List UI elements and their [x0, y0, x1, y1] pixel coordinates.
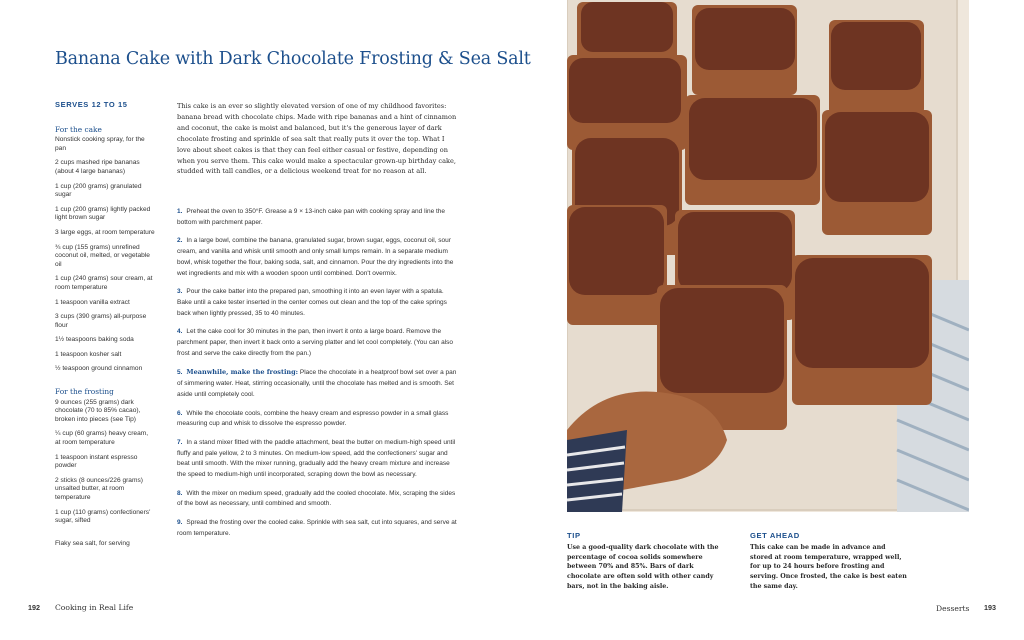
- get-ahead-box: [750, 531, 910, 592]
- recipe-title: Banana Cake with Dark Chocolate Frosting & Sea Salt: [55, 49, 531, 69]
- ingredient-item: ¼ cup (60 grams) heavy cream, at room temperature: [55, 430, 149, 447]
- step-number: 8.: [177, 489, 183, 497]
- step-number: 7.: [177, 438, 183, 446]
- step-text: With the mixer on medium speed, gradually add the cooled chocolate. Mix, scraping the sides of the bowl as necessary, until combined and smooth.: [177, 489, 456, 508]
- frosting-ingredients-heading: For the frosting: [55, 387, 114, 397]
- ingredient-item: ¾ cup (155 grams) unrefined coconut oil, melted, or vegetable oil: [55, 243, 150, 268]
- step-text: Place the chocolate in a heatproof bowl set over a pan of simmering water. Heat, stirring occasionally, until the chocolate has melted and is smooth. Set aside until completely cool.: [177, 369, 457, 398]
- step-text: In a large bowl, combine the banana, granulated sugar, brown sugar, eggs, coconut oil, sour cream, and vanilla and whisk until smooth and only small lumps remain. In a separate medium bowl, whisk together the flour, baking soda, salt, and cinnamon. Pour the dry ingredients into the wet ingredients and mix with a wooden spoon until combined. Don't overmix.: [177, 237, 454, 277]
- cake-ingredients-heading: For the cake: [55, 124, 102, 134]
- ingredient-item: 1 cup (240 grams) sour cream, at room temperature: [55, 275, 153, 291]
- cake-photo: [567, 0, 969, 512]
- cake-ingredients-list: [55, 136, 155, 374]
- step-number: 1.: [177, 208, 183, 215]
- ingredient-item: 1 teaspoon kosher salt: [55, 350, 122, 358]
- method-step: [177, 207, 459, 228]
- step-text: Spread the frosting over the cooled cake. Sprinkle with sea salt, cut into squares, and serve at room temperature.: [177, 519, 457, 537]
- method-step: [177, 438, 459, 481]
- recipe-intro: This cake is an ever so slightly elevated version of one of my childhood favorites: banana bread with chocolate chips. Made with ripe bananas and a hint of cinnamon and coconut, the cake is moist and balanced, but it's the generous layer of dark chocolate frosting and sprinkle of sea salt that really puts it over the top. What I love about sheet cakes is that they can feel either casual or festive, depending on when you serve them. This cake would make a spectacular grown-up birthday cake, studded with tall candles, or a delicious weekend treat for no reason at all.: [177, 102, 457, 176]
- ingredient-item: 1 cup (110 grams) confectioners' sugar, sifted: [55, 508, 151, 525]
- ingredient-item: 2 sticks (8 ounces/226 grams) unsalted butter, at room temperature: [55, 476, 143, 501]
- tip-text: Use a good-quality dark chocolate with the percentage of cocoa solids somewhere between 70% and 85%. Bars of dark chocolate are often sold with other candy bars, not in the baking aisle.: [567, 544, 719, 590]
- method-step: [177, 287, 459, 319]
- serves-label: SERVES 12 TO 15: [55, 100, 128, 109]
- ingredient-item: 1½ teaspoons baking soda: [55, 336, 134, 344]
- get-ahead-heading: GET AHEAD: [750, 531, 800, 540]
- method-step: [177, 327, 459, 359]
- step-number: 2.: [177, 237, 183, 245]
- step-number: 5.: [177, 369, 183, 377]
- step-text: In a stand mixer fitted with the paddle attachment, beat the butter on medium-high speed until fluffy and pale yellow, 2 to 3 minutes. On medium-low speed, add the confectioners' sugar and beat until smooth. With the mixer running, gradually add the heavy cream mixture and increase the speed to medium-high until incorporated, scraping down the bowl as necessary.: [177, 438, 456, 479]
- ingredient-item: 1 cup (200 grams) granulated sugar: [55, 182, 142, 199]
- ingredient-item: 3 cups (390 grams) all-purpose flour: [55, 313, 147, 329]
- method-step: [177, 367, 459, 400]
- step-text: Pour the cake batter into the prepared pan, smoothing it into an even layer with a spatula. Bake until a cake tester inserted in the center comes out clean and the top of the cake springs back when lightly pressed, 35 to 40 minutes.: [177, 288, 447, 317]
- page-number-left: 192: [28, 603, 40, 612]
- flaky-salt-item: Flaky sea salt, for serving: [55, 539, 130, 547]
- frosting-ingredients-list: [55, 399, 155, 526]
- running-title-left: Cooking in Real Life: [55, 603, 134, 612]
- step-number: 9.: [177, 519, 183, 527]
- ingredient-item: ½ teaspoon ground cinnamon: [55, 365, 143, 373]
- method-step: [177, 489, 459, 510]
- tip-box: [567, 531, 727, 592]
- step-lead: Meanwhile, make the frosting:: [186, 368, 299, 377]
- ingredients-column: [55, 101, 155, 554]
- right-page: [512, 0, 1024, 640]
- ingredient-item: 3 large eggs, at room temperature: [55, 228, 155, 236]
- ingredient-item: 2 cups mashed ripe bananas (about 4 large bananas): [55, 159, 140, 175]
- ingredient-item: 1 teaspoon instant espresso powder: [55, 453, 138, 470]
- page-number-right: 193: [984, 603, 996, 612]
- step-text: Let the cake cool for 30 minutes in the pan, then invert it onto a large board. Remove the parchment paper, then invert it back onto a serving platter and let cool completely. (You can also frost and serve the cake directly from the pan.): [177, 328, 454, 357]
- step-number: 4.: [177, 328, 183, 336]
- tip-heading: TIP: [567, 531, 581, 540]
- step-number: 6.: [177, 409, 183, 417]
- step-text: While the chocolate cools, combine the heavy cream and espresso powder in a small glass measuring cup and whisk to dissolve the espresso powder.: [177, 409, 449, 428]
- ingredient-item: 1 cup (200 grams) lightly packed light brown sugar: [55, 205, 151, 222]
- method-step: [177, 409, 459, 430]
- running-title-right: Desserts: [936, 604, 970, 613]
- ingredient-item: 1 teaspoon vanilla extract: [55, 298, 130, 306]
- method-step: [177, 236, 459, 279]
- step-number: 3.: [177, 288, 183, 296]
- cake-photo-illustration: [567, 0, 969, 512]
- ingredient-item: 9 ounces (255 grams) dark chocolate (70 to 85% cacao), broken into pieces (see Tip): [55, 398, 141, 423]
- method-steps: [177, 207, 459, 548]
- get-ahead-text: This cake can be made in advance and stored at room temperature, wrapped well, for up to 24 hours before frosting and serving. Once frosted, the cake is best eaten the same day.: [750, 544, 907, 590]
- method-step: [177, 518, 459, 539]
- step-text: Preheat the oven to 350°F. Grease a 9 × 13-inch cake pan with cooking spray and line the bottom with parchment paper.: [177, 208, 446, 226]
- ingredient-item: Nonstick cooking spray, for the pan: [55, 136, 145, 152]
